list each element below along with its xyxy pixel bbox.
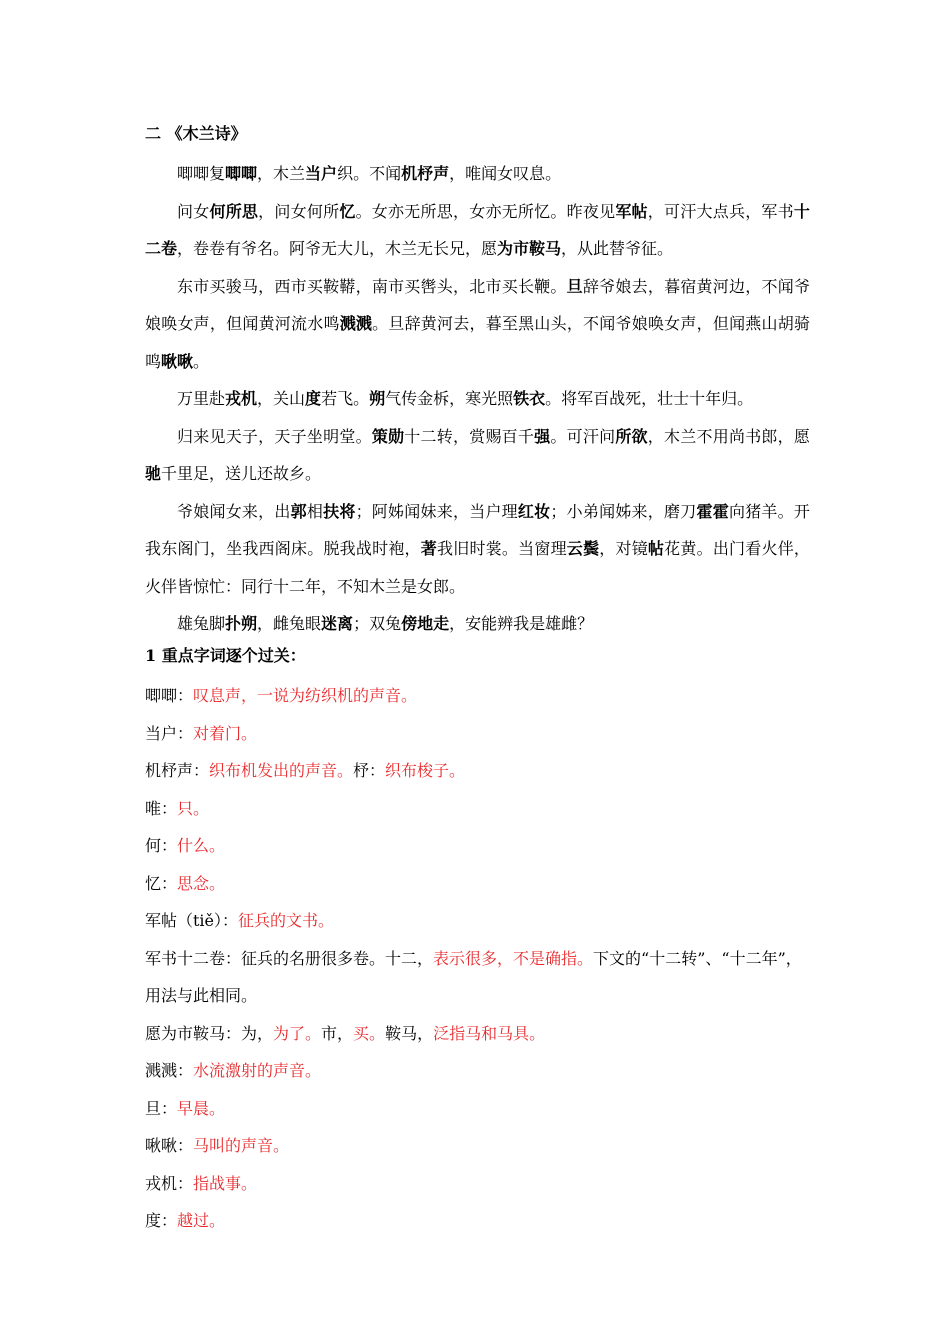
poem-paragraph	[145, 155, 810, 193]
glossary-entry	[145, 1127, 810, 1165]
poem-text: 辞爷娘去，暮宿黄河边，不闻爷娘唤女声，但闻黄河流水鸣	[145, 276, 810, 333]
glossary-entry	[145, 1165, 810, 1203]
poem-text: 万里赴	[177, 389, 226, 408]
poem-text: ，关山	[257, 389, 306, 408]
term-text: 唧唧：	[145, 686, 194, 705]
term-text: 鞍马，	[385, 1023, 434, 1043]
key-term: 扑朔	[225, 614, 258, 633]
poem-text: ，对镜	[599, 539, 648, 558]
definition-text: 越过。	[177, 1211, 226, 1230]
definition-text: 只。	[177, 798, 210, 818]
key-term: 啾啾	[161, 351, 194, 371]
poem-text: 相	[306, 501, 324, 521]
glossary-entry	[145, 827, 810, 865]
term-text: 下文的“十二转”、“十二年”，用法与此相同。	[145, 948, 802, 1005]
poem-text: ；阿姊闻妹来，当户理	[355, 501, 518, 521]
poem-text: ；小弟闻姊来，磨刀	[550, 501, 697, 521]
definition-text: 买。	[353, 1023, 386, 1043]
poem-text: ；双兔	[353, 614, 402, 633]
term-text: 杼：	[353, 761, 386, 780]
poem-text: ，从此替爷征。	[561, 239, 674, 258]
key-term: 云鬓	[566, 539, 600, 558]
section-title: 二 《木兰诗》	[145, 124, 247, 143]
poem-text: 东市买骏马，西市买鞍鞯，南市买辔头，北市买长鞭。	[177, 276, 567, 296]
definition-text: 思念。	[177, 873, 226, 893]
term-text: 度：	[145, 1211, 178, 1230]
poem-text: 。将军百战死，壮士十年归。	[545, 389, 754, 408]
poem-text: 。	[193, 351, 210, 371]
key-term: 扶将	[323, 501, 356, 521]
term-text: 戎机：	[145, 1173, 194, 1193]
glossary-entry	[145, 940, 810, 1015]
key-term: 戎机	[225, 389, 258, 408]
key-term: 郭	[290, 501, 307, 521]
key-term: 为市鞍马	[497, 239, 562, 258]
term-text: 愿为市鞍马：为，	[145, 1023, 274, 1043]
definition-text: 马叫的声音。	[193, 1136, 290, 1155]
key-term: 策勋	[371, 426, 405, 446]
glossary-entry	[145, 790, 810, 828]
poem-text: 。旦辞黄河去，暮至黑山头，不闻爷娘唤女声，但闻燕山胡骑鸣	[145, 314, 810, 371]
glossary-entry	[145, 715, 810, 753]
definition-text: 对着门。	[193, 723, 258, 743]
key-term: 何所思	[209, 201, 259, 221]
key-term: 当户	[305, 164, 338, 183]
key-term: 强	[534, 426, 551, 446]
poem-text: ，卷卷有爷名。阿爷无大儿，木兰无长兄，愿	[177, 239, 498, 258]
key-term: 著	[420, 539, 438, 558]
definition-text: 指战事。	[193, 1173, 258, 1193]
poem-body	[145, 155, 810, 643]
definition-text: 泛指马和马具。	[433, 1023, 546, 1043]
key-term: 帖	[647, 539, 665, 558]
poem-text: 花黄。出门看火伴，火伴皆惊忙：同行十二年，不知木兰是女郎。	[145, 539, 810, 596]
glossary-heading: 1 重点字词逐个过关：	[145, 646, 306, 665]
poem-text: 千里足，送儿还故乡。	[161, 464, 322, 483]
term-text: 溅溅：	[145, 1061, 194, 1080]
definition-text: 早晨。	[177, 1098, 226, 1118]
term-text: 唯：	[145, 798, 178, 818]
key-term: 旦	[566, 276, 583, 296]
definition-text: 为了。	[273, 1023, 322, 1043]
term-text: 机杼声：	[145, 761, 210, 780]
key-term: 傍地走	[401, 614, 450, 633]
term-text: 忆：	[145, 873, 178, 893]
glossary-entry	[145, 752, 810, 790]
term-text: 旦：	[145, 1098, 178, 1118]
poem-text: ，可汗大点兵，军书	[647, 201, 794, 221]
key-term: 朔	[369, 389, 386, 408]
definition-text: 什么。	[177, 836, 226, 855]
key-term: 忆	[339, 201, 356, 221]
poem-paragraph	[145, 418, 810, 493]
poem-text: ，问女何所	[258, 201, 340, 221]
term-text: 军书十二卷：征兵的名册很多卷。十二，	[145, 948, 434, 968]
poem-text: ，木兰不用尚书郎，愿	[647, 426, 810, 446]
definition-text: 织布机发出的声音。	[209, 761, 354, 780]
glossary-entry	[145, 902, 810, 940]
poem-text: 十二转，赏赐百千	[404, 426, 535, 446]
poem-text: 织。不闻	[337, 164, 402, 183]
poem-text: 气传金柝，寒光照	[385, 389, 514, 408]
poem-text: ，唯闻女叹息。	[449, 164, 562, 183]
key-term: 红妆	[517, 501, 551, 521]
key-term: 迷离	[321, 614, 354, 633]
key-term: 军帖	[615, 201, 648, 221]
poem-paragraph	[145, 380, 810, 418]
poem-text: ，雌兔眼	[257, 614, 322, 633]
poem-text: ，安能辨我是雄雌？	[449, 614, 594, 633]
poem-text: 向猪羊。开我东阁门，坐我西阁床。脱我战时袍，	[145, 501, 810, 558]
definition-text: 水流激射的声音。	[193, 1061, 322, 1080]
poem-paragraph	[145, 193, 810, 268]
poem-text: 。女亦无所思，女亦无所忆。昨夜见	[355, 201, 616, 221]
key-term: 铁衣	[513, 389, 546, 408]
glossary-entry	[145, 865, 810, 903]
definition-text: 织布梭子。	[385, 761, 466, 780]
poem-text: 爷娘闻女来，出	[177, 501, 291, 521]
poem-paragraph	[145, 605, 810, 643]
term-text: 市，	[321, 1023, 354, 1043]
definition-text: 表示很多，不是确指。	[433, 948, 594, 968]
glossary-entry	[145, 1202, 810, 1240]
poem-paragraph	[145, 268, 810, 381]
key-term: 机杼声	[401, 164, 450, 183]
key-term: 霍霍	[696, 501, 729, 521]
poem-paragraph	[145, 493, 810, 606]
poem-text: 若飞。	[321, 389, 370, 408]
key-term: 度	[305, 389, 322, 408]
poem-text: 归来见天子，天子坐明堂。	[177, 426, 372, 446]
key-term: 驰	[145, 464, 162, 483]
definition-text: 叹息声，一说为纺织机的声音。	[193, 686, 418, 705]
term-text: 何：	[145, 836, 178, 855]
glossary-entry	[145, 1015, 810, 1053]
poem-text: 问女	[177, 201, 210, 221]
glossary-entry	[145, 1090, 810, 1128]
key-term: 十二卷	[145, 201, 810, 258]
poem-text: 我旧时裳。当窗理	[437, 539, 567, 558]
term-text: 军帖（tiě）：	[145, 911, 239, 930]
definition-text: 征兵的文书。	[238, 911, 335, 930]
glossary-entry	[145, 1052, 810, 1090]
poem-text: 。可汗问	[550, 426, 616, 446]
glossary-list	[145, 677, 810, 1240]
glossary-entry	[145, 677, 810, 715]
poem-text: 唧唧复	[177, 164, 226, 183]
key-term: 唧唧	[225, 164, 258, 183]
key-term: 所欲	[615, 426, 648, 446]
term-text: 当户：	[145, 723, 194, 743]
key-term: 溅溅	[339, 314, 373, 333]
poem-text: 雄兔脚	[177, 614, 226, 633]
poem-text: ，木兰	[257, 164, 306, 183]
term-text: 啾啾：	[145, 1136, 194, 1155]
